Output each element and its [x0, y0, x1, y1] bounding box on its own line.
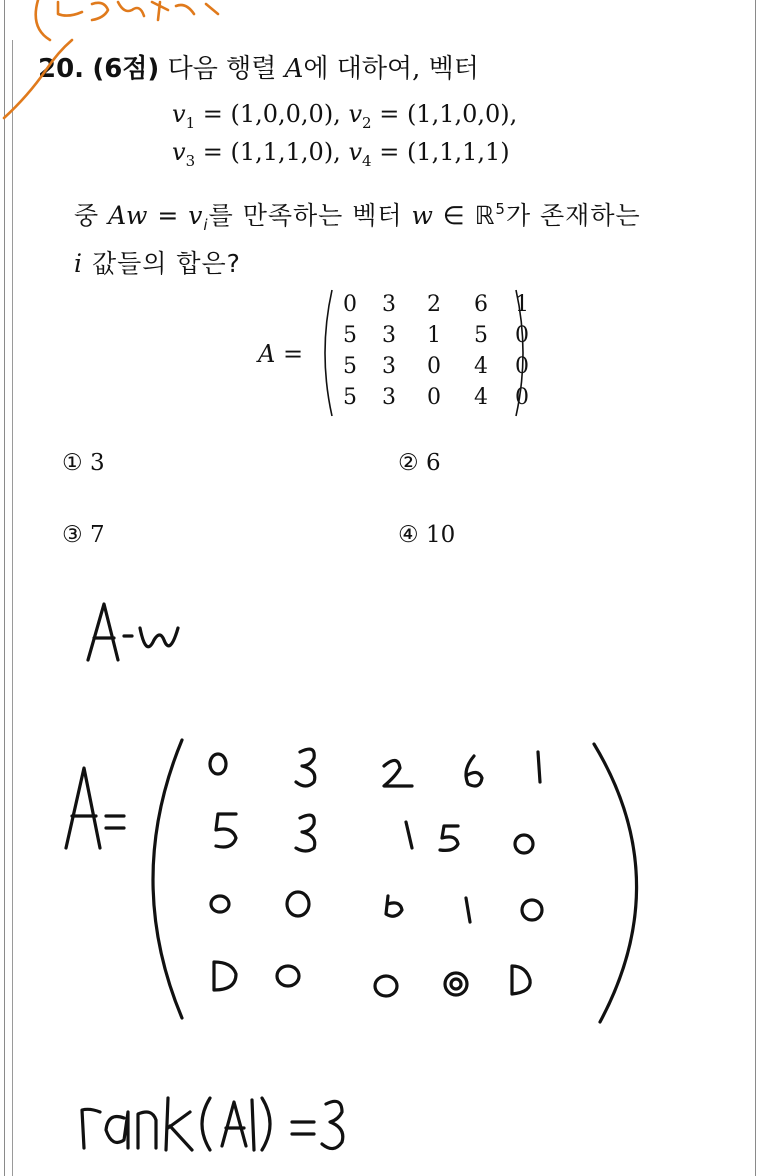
condition-middle: 를 만족하는 벡터 — [208, 201, 403, 230]
choice-4[interactable] — [398, 522, 455, 548]
matrix-cell: 3 — [382, 385, 396, 410]
matrix-cell: 0 — [427, 354, 441, 379]
set-symbol: ℝ — [474, 201, 496, 230]
choice-2-mark: ② — [398, 450, 419, 476]
matrix-cell: 0 — [515, 385, 529, 410]
choice-4-mark: ④ — [398, 522, 419, 548]
choice-1[interactable] — [62, 450, 105, 476]
matrix-cell: 5 — [343, 385, 357, 410]
condition-suffix: 가 존재하는 — [505, 201, 641, 230]
matrix-cell: 6 — [474, 292, 488, 317]
matrix-cell: 5 — [343, 354, 357, 379]
vector-v1: (1,0,0,0), — [230, 100, 341, 128]
question-intro-tail: 에 대하여, 벡터 — [303, 54, 479, 84]
matrix-grid — [333, 292, 539, 416]
question-intro-var: A — [284, 54, 304, 84]
matrix-cell: 5 — [343, 323, 357, 348]
condition-prefix: 중 — [74, 201, 100, 230]
question-ask-text: 값들의 합은? — [91, 249, 241, 278]
choice-1-mark: ① — [62, 450, 83, 476]
question-number: 20. — [38, 54, 85, 84]
vector-v4: (1,1,1,1) — [406, 138, 510, 166]
page-frame — [4, 0, 756, 1176]
margin-rule — [12, 40, 13, 1176]
choice-1-value: 3 — [89, 450, 105, 476]
vector-line-2: $v_3 = (1,1,1,0)$, $v_4 = (1,1,1,1)$ — [172, 138, 510, 170]
matrix-cell: 3 — [382, 292, 396, 317]
matrix-cell: 0 — [427, 385, 441, 410]
choice-3-mark: ③ — [62, 522, 83, 548]
matrix-label: A = — [258, 340, 304, 368]
matrix-cell: 0 — [343, 292, 357, 317]
vector-v3: (1,1,1,0), — [230, 138, 341, 166]
matrix-cell: 0 — [515, 354, 529, 379]
matrix-cell: 0 — [515, 323, 529, 348]
choice-2[interactable] — [398, 450, 441, 476]
matrix-cell: 4 — [474, 385, 488, 410]
question-header — [38, 48, 479, 85]
index-var: i — [74, 249, 83, 278]
matrix-cell: 5 — [474, 323, 488, 348]
matrix-cell: 3 — [382, 323, 396, 348]
choice-2-value: 6 — [425, 450, 441, 476]
question-condition: 중 $Aw = v_i$를 만족하는 벡터 w ∈ ℝ$^5$가 존재하는 — [74, 200, 641, 234]
matrix-cell: 1 — [427, 323, 441, 348]
set-power: 5 — [495, 200, 506, 218]
vector-v2: (1,1,0,0), — [406, 100, 518, 128]
vector-line-1: $v_1 = (1,0,0,0)$, $v_2 = (1,1,0,0)$, — [172, 100, 518, 132]
choice-4-value: 10 — [425, 522, 456, 548]
question-points: (6점) — [92, 54, 160, 84]
choice-3-value: 7 — [89, 522, 105, 548]
question-ask — [74, 244, 241, 280]
choice-3[interactable] — [62, 522, 105, 548]
matrix-cell: 4 — [474, 354, 488, 379]
matrix-cell: 3 — [382, 354, 396, 379]
matrix-cell: 1 — [515, 292, 529, 317]
matrix-cell: 2 — [427, 292, 441, 317]
question-intro: 다음 행렬 — [167, 54, 277, 84]
